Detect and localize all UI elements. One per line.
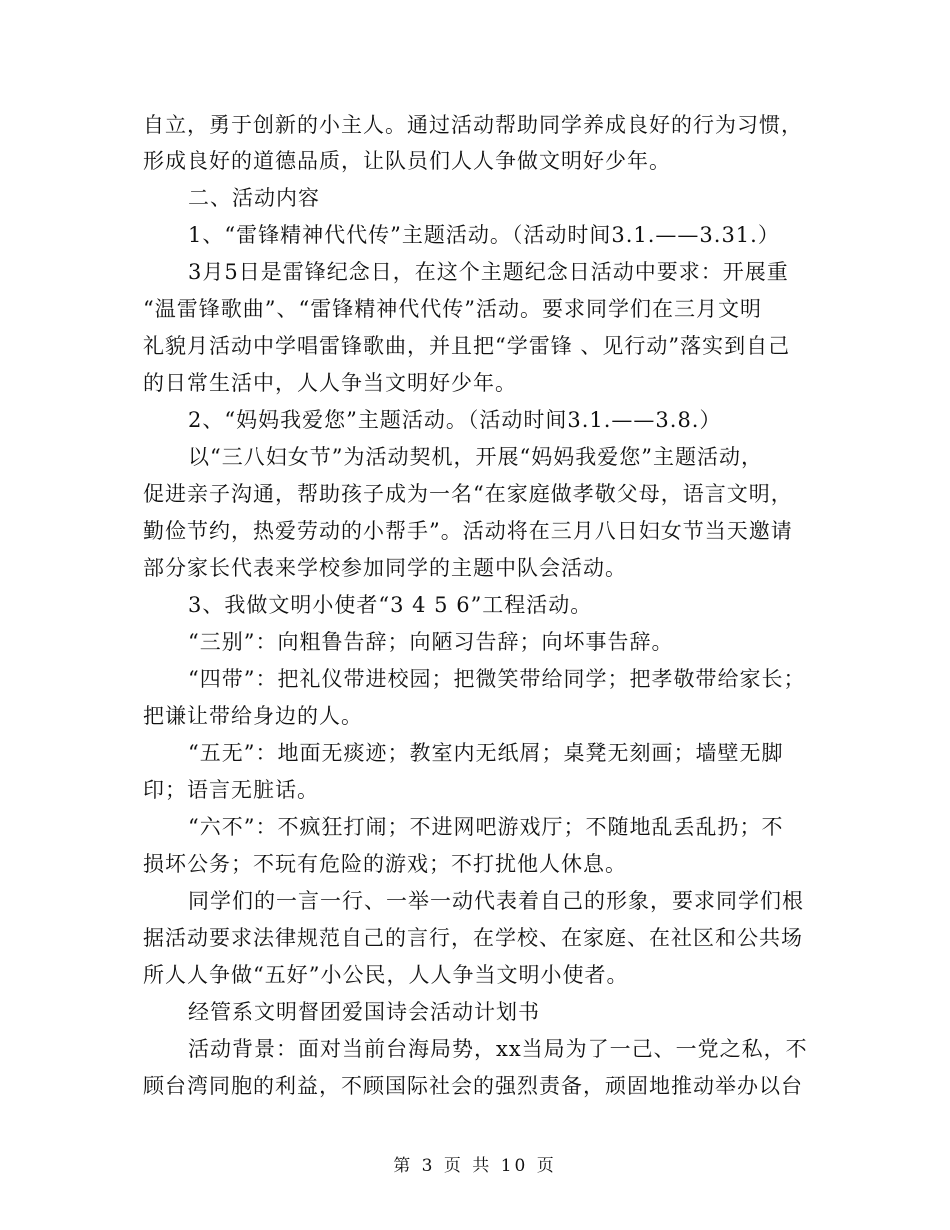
text-line: 的日常生活中，人人争当文明好少年。: [143, 371, 517, 395]
text-line: 同学们的一言一行、一举一动代表着自己的形象，要求同学们根: [188, 889, 804, 913]
text-line: 印；语言无脏话。: [143, 778, 319, 802]
page-footer: 第 3 页 共 10 页: [393, 1156, 557, 1176]
text-line: 据活动要求法律规范自己的言行，在学校、在家庭、在社区和公共场: [143, 926, 803, 950]
text-line: 活动背景：面对当前台海局势，xx当局为了一己、一党之私，不: [188, 1037, 808, 1061]
text-line: “三别”：向粗鲁告辞；向陋习告辞；向坏事告辞。: [188, 630, 674, 654]
document-title-line: 经管系文明督团爱国诗会活动计划书: [188, 1000, 540, 1024]
text-line: 礼貌月活动中学唱雷锋歌曲，并且把“学雷锋 、见行动”落实到自己: [143, 334, 791, 358]
text-line: 3月5日是雷锋纪念日，在这个主题纪念日活动中要求：开展重: [188, 260, 789, 284]
text-line: 顾台湾同胞的利益，不顾国际社会的强烈责备，顽固地推动举办以台: [143, 1074, 803, 1098]
text-line: “五无”：地面无痰迹；教室内无纸屑；桌凳无刻画；墙壁无脚: [188, 741, 784, 765]
text-line: 所人人争做“五好”小公民，人人争当文明小使者。: [143, 963, 629, 987]
text-line: “温雷锋歌曲”、“雷锋精神代代传”活动。要求同学们在三月文明: [143, 297, 762, 321]
item-heading: 3、我做文明小使者“3 4 5 6”工程活动。: [188, 593, 593, 617]
text-line: 把谦让带给身边的人。: [143, 704, 363, 728]
text-line: 形成良好的道德品质，让队员们人人争做文明好少年。: [143, 149, 671, 173]
text-line: 以“三八妇女节”为活动契机，开展“妈妈我爱您”主题活动，: [188, 445, 763, 469]
text-line: 勤俭节约，热爱劳动的小帮手”。活动将在三月八日妇女节当天邀请: [143, 519, 793, 543]
text-line: 自立，勇于创新的小主人。通过活动帮助同学养成良好的行为习惯，: [143, 113, 803, 137]
item-heading: 2、“妈妈我爱您”主题活动。（活动时间3.1.——3.8.）: [188, 408, 722, 432]
text-line: “六不”：不疯狂打闹；不进网吧游戏厅；不随地乱丢乱扔；不: [188, 815, 784, 839]
text-line: 部分家长代表来学校参加同学的主题中队会活动。: [143, 556, 627, 580]
section-heading: 二、活动内容: [188, 186, 320, 210]
text-line: 损坏公务；不玩有危险的游戏；不打扰他人休息。: [143, 852, 627, 876]
item-heading: 1、“雷锋精神代代传”主题活动。（活动时间3.1.——3.31.）: [188, 223, 780, 247]
text-line: “四带”：把礼仪带进校园；把微笑带给同学；把孝敬带给家长；: [188, 667, 806, 691]
text-line: 促进亲子沟通，帮助孩子成为一名“在家庭做孝敬父母，语言文明，: [143, 482, 793, 506]
